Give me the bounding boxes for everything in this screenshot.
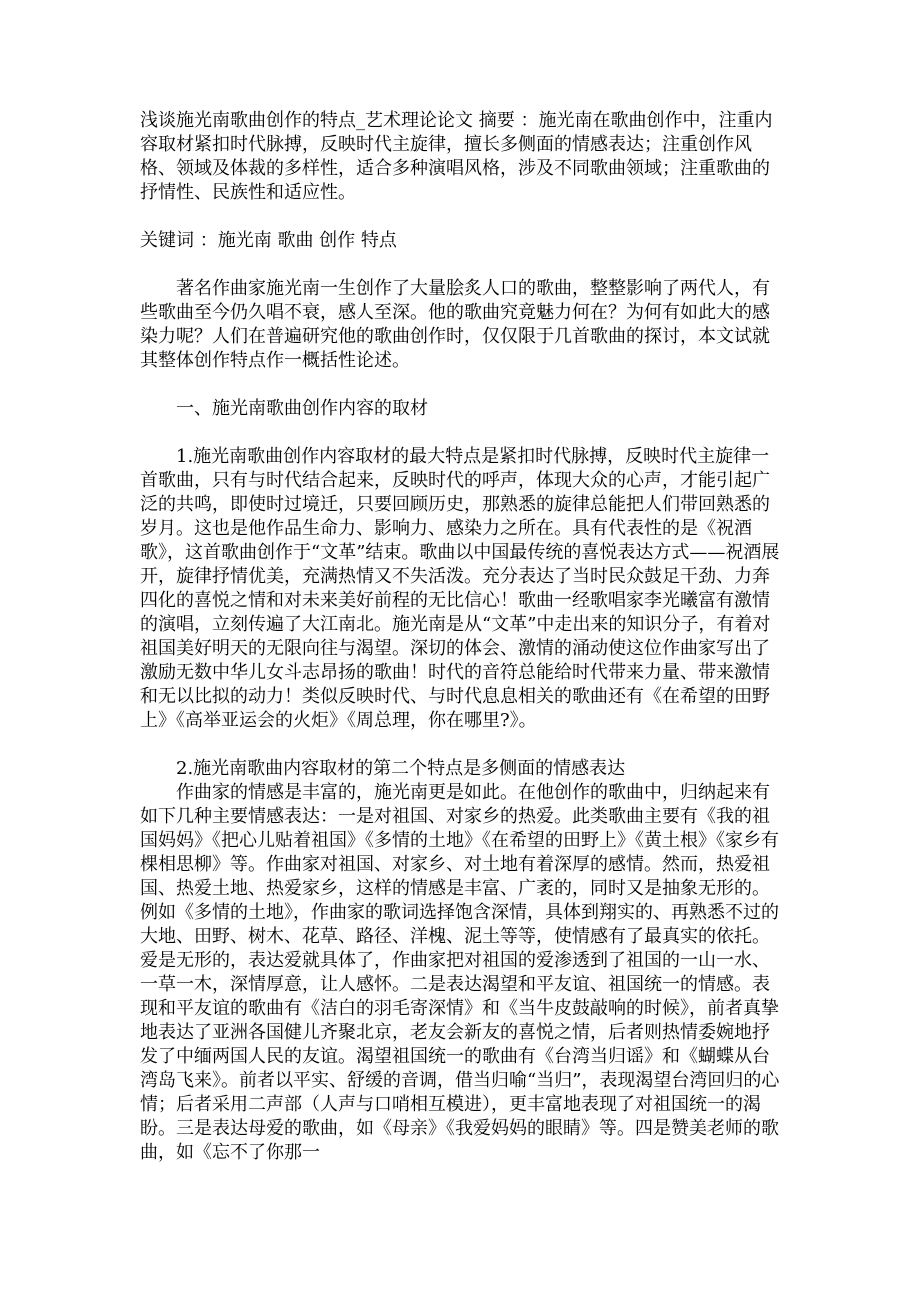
body-paragraph-1: 1.施光南歌曲创作内容取材的最大特点是紧扣时代脉搏，反映时代主旋律一首歌曲，只有与时代结合起来，反映时代的呼声，体现大众的心声，才能引起广泛的共鸣，即使时过境迁，只要回顾历史，那熟悉的旋律总能把人们带回熟悉的岁月。这也是他作品生命力、影响力、感染力之所在。具有代表性的是《祝酒歌》，这首歌曲创作于“文革”结束。歌曲以中国最传统的喜悦表达方式——祝酒展开，旋律抒情优美，充满热情又不失活泼。充分表达了当时民众鼓足干劲、力奔四化的喜悦之情和对未来美好前程的无比信心！歌曲一经歌唱家李光曦富有激情的演唱，立刻传遍了大江南北。施光南是从“文革”中走出来的知识分子，有着对祖国美好明天的无限向往与渴望。深切的体会、激情的涌动使这位作曲家写出了激励无数中华儿女斗志昂扬的歌曲！时代的音符总能给时代带来力量、带来激情和无以比拟的动力！类似反映时代、与时代息息相关的歌曲还有《在希望的田野上》《高举亚运会的火炬》《周总理，你在哪里?》。 [140,446,780,731]
subsection-heading-2: 2.施光南歌曲内容取材的第二个特点是多侧面的情感表达 [176,758,626,779]
intro-paragraph: 著名作曲家施光南一生创作了大量脍炙人口的歌曲，整整影响了两代人，有些歌曲至今仍久唱不衰，感人至深。他的歌曲究竟魅力何在？为何有如此大的感染力呢？人们在普遍研究他的歌曲创作时，仅仅限于几首歌曲的探讨，本文试就其整体创作特点作一概括性论述。 [140,278,770,371]
keywords-line: 关键词 ：施光南 歌曲 创作 特点 [140,230,397,251]
abstract-paragraph: 浅谈施光南歌曲创作的特点_艺术理论论文 摘要 ：施光南在歌曲创作中，注重内容取材紧扣时代脉搏，反映时代主旋律，擅长多侧面的情感表达；注重创作风格、领域及体裁的多样性，适合多种演唱风格，涉及不同歌曲领域；注重歌曲的抒情性、民族性和适应性。 [140,110,773,203]
section-heading: 一、施光南歌曲创作内容的取材 [176,398,428,419]
body-paragraph-2: 作曲家的情感是丰富的，施光南更是如此。在他创作的歌曲中，归纳起来有如下几种主要情感表达：一是对祖国、对家乡的热爱。此类歌曲主要有《我的祖国妈妈》《把心儿贴着祖国》《多情的土地》《在希望的田野上》《黄土根》《家乡有棵相思柳》等。作曲家对祖国、对家乡、对土地有着深厚的感情。然而，热爱祖国、热爱土地、热爱家乡，这样的情感是丰富、广袤的，同时又是抽象无形的。例如《多情的土地》，作曲家的歌词选择饱含深情，具体到翔实的、再熟悉不过的大地、田野、树木、花草、路径、洋槐、泥土等等，使情感有了最真实的依托。爱是无形的，表达爱就具体了，作曲家把对祖国的爱渗透到了祖国的一山一水、一草一木，深情厚意，让人感怀。二是表达渴望和平友谊、祖国统一的情感。表现和平友谊的歌曲有《洁白的羽毛寄深情》和《当牛皮鼓敲响的时候》，前者真挚地表达了亚洲各国健儿齐聚北京，老友会新友的喜悦之情，后者则热情委婉地抒发了中缅两国人民的友谊。渴望祖国统一的歌曲有《台湾当归谣》和《蝴蝶从台湾岛飞来》。前者以平实、舒缓的音调，借当归喻“当归”，表现渴望台湾回归的心情；后者采用二声部（人声与口哨相互模进），更丰富地表现了对祖国统一的渴盼。三是表达母爱的歌曲，如《母亲》《我爱妈妈的眼睛》等。四是赞美老师的歌曲，如《忘不了你那一 [140,782,780,1163]
